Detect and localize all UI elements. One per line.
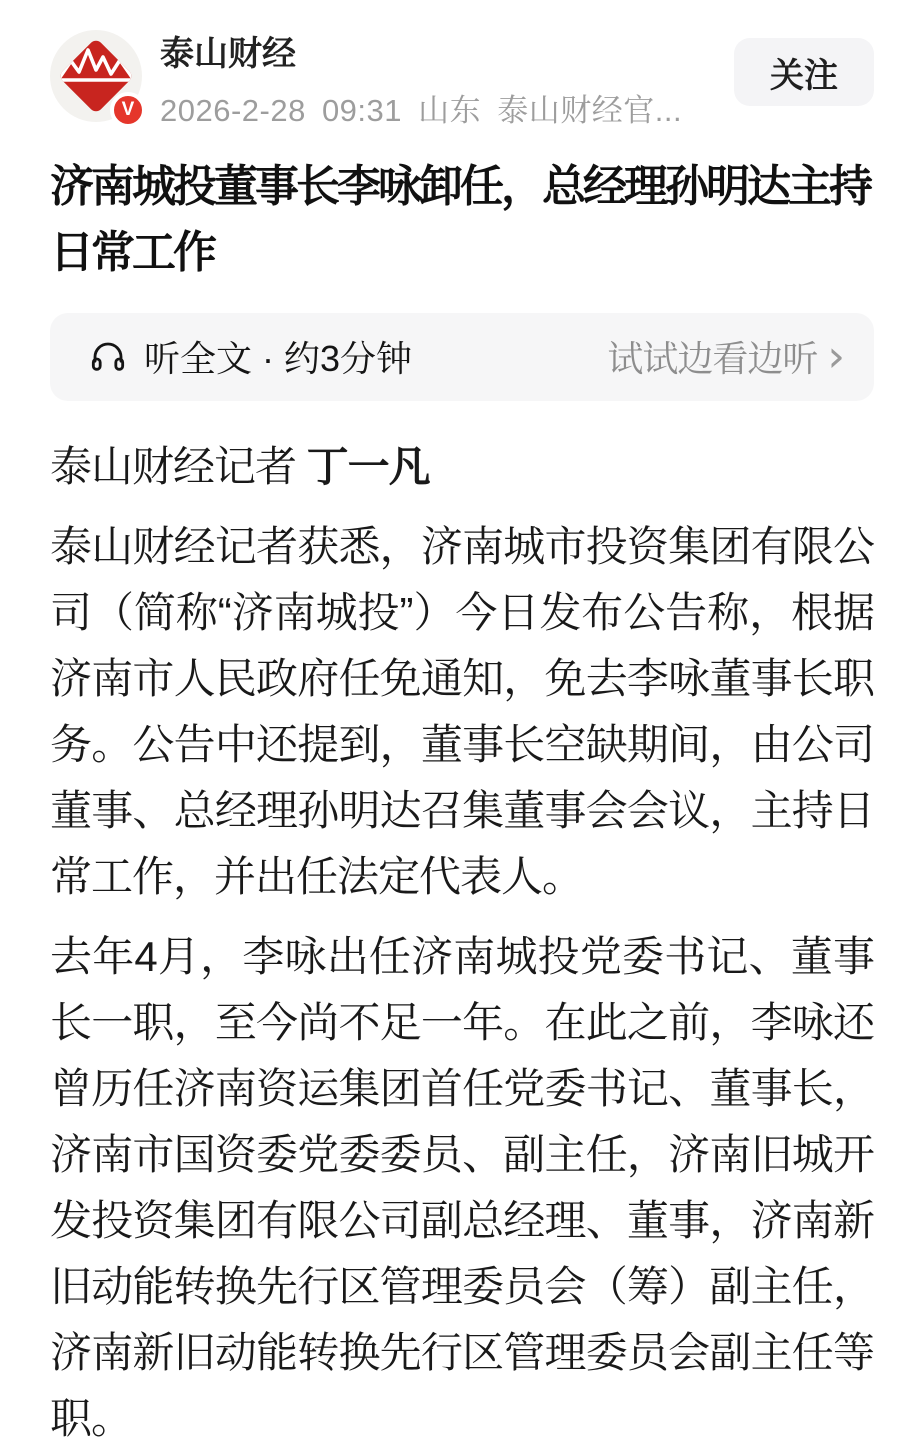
verified-badge-icon: V — [110, 92, 146, 128]
article-paragraph: 去年4月，李咏出任济南城投党委书记、董事长一职，至今尚不足一年。在此之前，李咏还曾历任济南资运集团首任党委书记、董事长，济南市国资委党委委员、副主任，济南旧城开发投资集团有限公司副总经理、董事，济南新旧动能转换先行区管理委员会（筹）副主任，济南新旧动能转换先行区管理委员会副主任等职。 — [50, 932, 874, 1442]
listen-fulltext-button[interactable] — [88, 331, 412, 382]
byline-prefix: 泰山财经记者 — [50, 442, 307, 490]
listen-fulltext-label: 听全文 · 约3分钟 — [144, 338, 413, 379]
publisher-info — [160, 30, 714, 130]
listen-cta-label: 试试边看边听 — [607, 338, 818, 379]
publish-meta: 2026-2-28 09:31 山东 泰山财经官... — [160, 92, 683, 128]
follow-button[interactable]: 关注 — [734, 38, 874, 106]
publisher-header — [50, 30, 874, 130]
article-title: 济南城投董事长李咏卸任，总经理孙明达主持日常工作 — [50, 161, 870, 277]
headphones-icon — [88, 337, 128, 377]
author-name: 丁一凡 — [306, 442, 430, 490]
audio-bar[interactable] — [50, 313, 874, 401]
listen-while-reading-link[interactable] — [607, 331, 844, 382]
publisher-name[interactable]: 泰山财经 — [160, 35, 296, 73]
byline — [50, 434, 874, 500]
publisher-avatar[interactable] — [50, 30, 142, 122]
chevron-right-icon: › — [827, 330, 844, 382]
article-paragraph: 泰山财经记者获悉，济南城市投资集团有限公司（简称“济南城投”）今日发布公告称，根据济南市人民政府任免通知，免去李咏董事长职务。公告中还提到，董事长空缺期间，由公司董事、总经理孙明达召集董事会会议，主持日常工作，并出任法定代表人。 — [50, 522, 874, 900]
